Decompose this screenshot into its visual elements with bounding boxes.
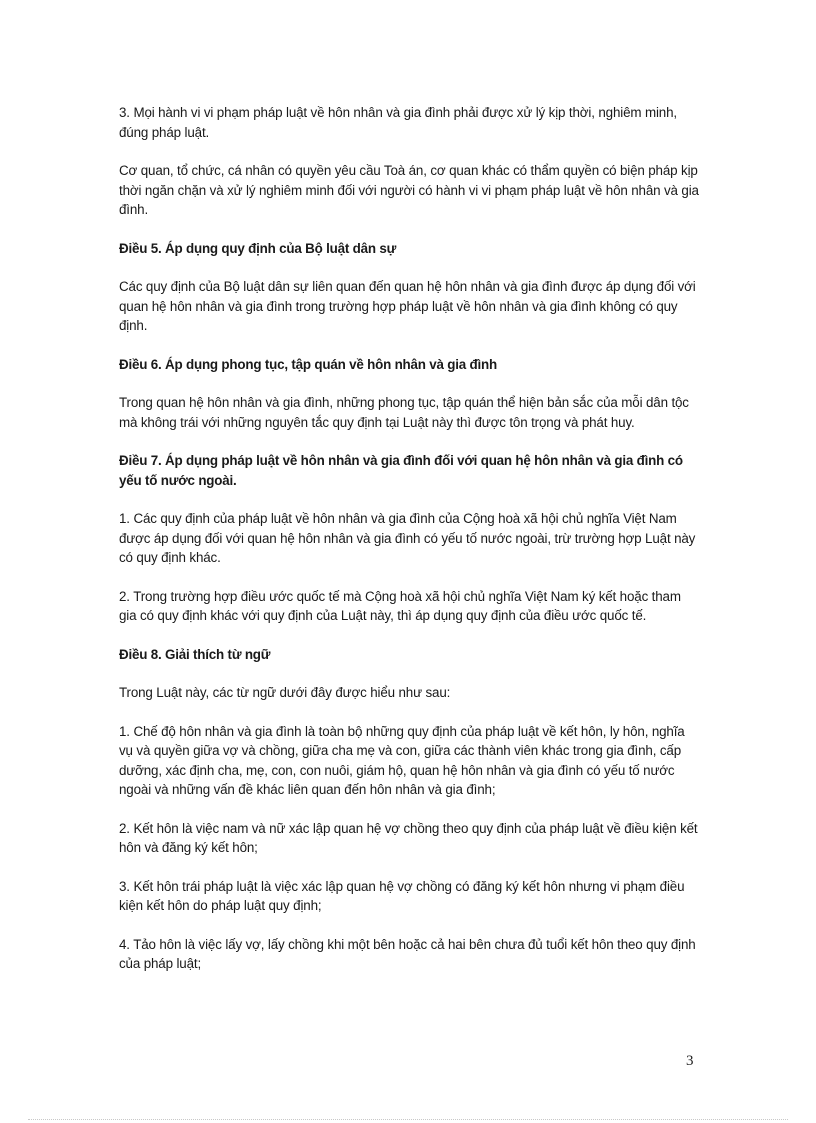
article-8-definition-1: 1. Chế độ hôn nhân và gia đình là toàn bộ những quy định của pháp luật về kết hôn, ly hôn, nghĩa vụ và quyền giữa vợ và chồng, giữa cha mẹ và con, giữa các thành viên khác trong gia đình, cấp dưỡng, xác định cha, mẹ, con, con nuôi, giám hộ, quan hệ hôn nhân và gia đình có yếu tố nước ngoài và những vấn đề khác liên quan đến hôn nhân và gia đình; xyxy=(119,723,685,797)
article-7-clause-2: 2. Trong trường hợp điều ước quốc tế mà Cộng hoà xã hội chủ nghĩa Việt Nam ký kết hoặc tham gia có quy định khác với quy định của Luật này, thì áp dụng quy định của điều ước quốc tế. xyxy=(119,588,681,623)
document-body xyxy=(119,103,701,993)
page-bottom-divider xyxy=(28,1119,788,1120)
article-8-definition-2: 2. Kết hôn là việc nam và nữ xác lập quan hệ vợ chồng theo quy định của pháp luật về điều kiện kết hôn và đăng ký kết hôn; xyxy=(119,820,698,855)
article-6-text: Trong quan hệ hôn nhân và gia đình, những phong tục, tập quán thể hiện bản sắc của mỗi dân tộc mà không trái với những nguyên tắc quy định tại Luật này thì được tôn trọng và phát huy. xyxy=(119,395,689,430)
paragraph-authority-request: Cơ quan, tổ chức, cá nhân có quyền yêu cầu Toà án, cơ quan khác có thẩm quyền có biện pháp kịp thời ngăn chặn và xử lý nghiêm minh đối với người có hành vi vi phạm pháp luật về hôn nhân và gia đình. xyxy=(119,163,699,217)
article-7-heading: Điều 7. Áp dụng pháp luật về hôn nhân và gia đình đối với quan hệ hôn nhân và gia đình có yếu tố nước ngoài. xyxy=(119,453,683,488)
article-7-clause-1: 1. Các quy định của pháp luật về hôn nhân và gia đình của Cộng hoà xã hội chủ nghĩa Việt Nam được áp dụng đối với quan hệ hôn nhân và gia đình có yếu tố nước ngoài, trừ trường hợp Luật này có quy định khác. xyxy=(119,511,696,565)
article-8-definition-3: 3. Kết hôn trái pháp luật là việc xác lập quan hệ vợ chồng có đăng ký kết hôn nhưng vi phạm điều kiện kết hôn do pháp luật quy định; xyxy=(119,878,685,913)
article-5-heading: Điều 5. Áp dụng quy định của Bộ luật dân sự xyxy=(119,240,397,256)
paragraph-clause-3: 3. Mọi hành vi vi phạm pháp luật về hôn nhân và gia đình phải được xử lý kịp thời, nghiêm minh, đúng pháp luật. xyxy=(119,105,677,140)
page-number: 3 xyxy=(686,1053,694,1069)
article-8-heading: Điều 8. Giải thích từ ngữ xyxy=(119,646,271,662)
article-8-definition-4: 4. Tảo hôn là việc lấy vợ, lấy chồng khi một bên hoặc cả hai bên chưa đủ tuổi kết hôn theo quy định của pháp luật; xyxy=(119,936,696,971)
article-8-intro: Trong Luật này, các từ ngữ dưới đây được hiểu như sau: xyxy=(119,685,451,700)
article-5-text: Các quy định của Bộ luật dân sự liên quan đến quan hệ hôn nhân và gia đình được áp dụng đối với quan hệ hôn nhân và gia đình trong trường hợp pháp luật về hôn nhân và gia đình không có quy định. xyxy=(119,279,696,333)
article-6-heading: Điều 6. Áp dụng phong tục, tập quán về hôn nhân và gia đình xyxy=(119,356,498,372)
